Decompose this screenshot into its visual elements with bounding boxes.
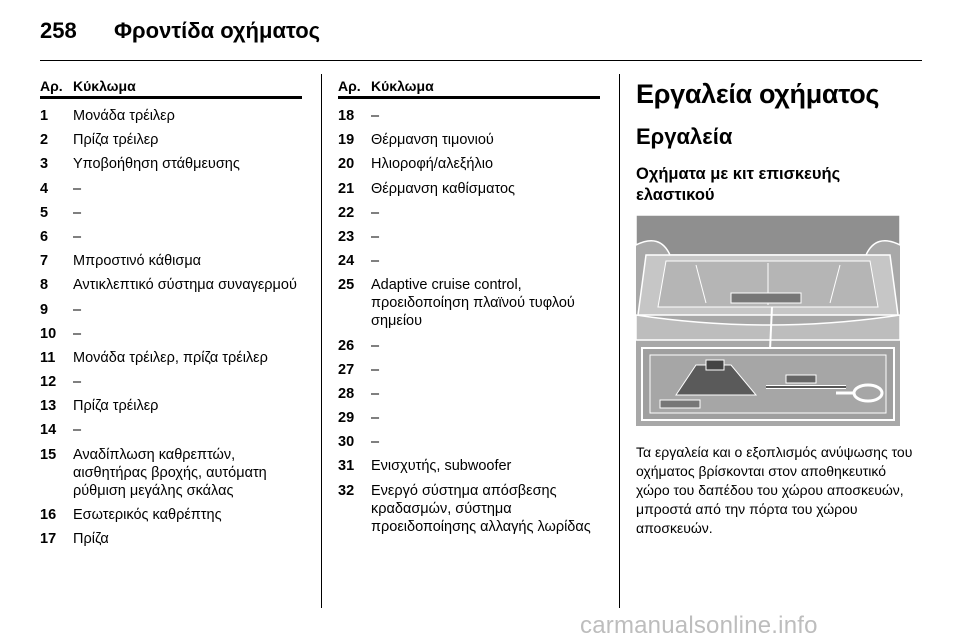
table-header-rule: [40, 96, 302, 99]
table-row: [40, 276, 302, 294]
trunk-tools-drawing: [636, 215, 900, 426]
circuit-name: Αντικλεπτικό σύστημα συναγερμού: [73, 277, 297, 294]
fuse-number: 12: [40, 374, 57, 391]
circuit-name: –: [73, 422, 82, 439]
table-row: [40, 325, 302, 343]
table-row: [338, 433, 600, 451]
fuse-number: 25: [338, 277, 355, 294]
table-row: [338, 107, 600, 125]
fuse-number: 29: [338, 410, 355, 427]
circuit-name: Μονάδα τρέιλερ: [73, 108, 175, 124]
fuse-number: 19: [338, 132, 355, 149]
figure-caption: Τα εργαλεία και ο εξοπλισμός ανύψωσης του οχήματος βρίσκονται στον αποθηκευτικό χώρο του δαπέδου του χώρου αποσκευών, μπροστά από την πόρτα του χώρου αποσκευών.: [636, 444, 913, 536]
fuse-number: 26: [338, 337, 355, 354]
fuse-number: 16: [40, 506, 57, 523]
trunk-tools-illustration: [636, 215, 900, 426]
fuse-number: 24: [338, 253, 355, 270]
table-row: [338, 252, 600, 270]
circuit-name: –: [73, 180, 82, 197]
fuse-number: 28: [338, 385, 355, 402]
fuse-number: 27: [338, 361, 355, 378]
page-header: [40, 18, 320, 44]
table-row: [40, 446, 302, 500]
table-header: [338, 78, 600, 96]
fuse-number: 30: [338, 434, 355, 451]
table-row: [40, 506, 302, 524]
fuse-number: 8: [40, 277, 49, 294]
circuit-name: Θέρμανση καθίσματος: [371, 180, 516, 197]
circuit-name: –: [73, 374, 82, 391]
circuit-name: Ενισχυτής, subwoofer: [371, 458, 512, 475]
circuit-name: Υποβοήθηση στάθμευσης: [73, 156, 240, 173]
fuse-table-right: [338, 78, 600, 542]
circuit-name: Αναδίπλωση καθρεπτών, αισθητήρας βροχής, αυτόματη ρύθμιση μεγάλης σκάλας: [73, 446, 267, 499]
fuse-number: 14: [40, 422, 57, 439]
section-subsubheading: Οχήματα με κιτ επισκευής ελαστικού: [636, 165, 841, 204]
table-row: [40, 349, 302, 367]
circuit-name: Πρίζα: [73, 531, 109, 547]
fuse-number: 31: [338, 458, 355, 475]
circuit-name: –: [73, 325, 82, 342]
circuit-name: –: [371, 434, 380, 451]
table-row: [40, 373, 302, 391]
table-row: [40, 131, 302, 149]
fuse-number: 15: [40, 446, 57, 463]
circuit-name: –: [73, 228, 82, 245]
table-row: [40, 204, 302, 222]
table-row: [338, 228, 600, 246]
circuit-name: Εσωτερικός καθρέπτης: [73, 506, 222, 523]
circuit-name: Πρίζα τρέιλερ: [73, 398, 159, 415]
page-title: Φροντίδα οχήματος: [114, 18, 321, 43]
circuit-name: Θέρμανση τιμονιού: [371, 132, 494, 149]
circuit-name: –: [371, 385, 380, 402]
fuse-number: 3: [40, 156, 49, 173]
circuit-name: –: [371, 337, 380, 354]
section-heading: Εργαλεία οχήματος: [636, 79, 880, 109]
table-header: [40, 78, 302, 96]
table-row: [338, 361, 600, 379]
table-row: [338, 155, 600, 173]
fuse-number: 2: [40, 132, 49, 149]
col-header-circuit: Κύκλωμα: [73, 78, 136, 94]
circuit-name: –: [371, 253, 380, 270]
table-row: [338, 385, 600, 403]
column-divider-1: [321, 74, 322, 608]
circuit-name: Adaptive cruise control, προειδοποίηση πλαϊνού τυφλού σημείου: [371, 277, 575, 330]
table-row: [40, 252, 302, 270]
circuit-name: –: [371, 204, 380, 221]
tools-section: [636, 78, 922, 538]
col-header-number: Αρ.: [338, 78, 361, 94]
table-row: [338, 482, 600, 536]
circuit-name: Ενεργό σύστημα απόσβεσης κραδασμών, σύστημα προειδοποίησης αλλαγής λωρίδας: [371, 482, 591, 535]
fuse-table-left: [40, 78, 302, 554]
table-row: [338, 337, 600, 355]
fuse-number: 6: [40, 228, 49, 245]
circuit-name: –: [73, 204, 82, 221]
col-header-number: Αρ.: [40, 78, 63, 94]
table-body: [40, 107, 302, 548]
table-row: [40, 301, 302, 319]
fuse-number: 10: [40, 325, 57, 342]
table-row: [40, 397, 302, 415]
fuse-number: 1: [40, 108, 49, 124]
fuse-number: 5: [40, 204, 49, 221]
table-row: [338, 457, 600, 475]
table-row: [40, 155, 302, 173]
fuse-number: 32: [338, 482, 355, 499]
table-row: [338, 409, 600, 427]
table-row: [338, 276, 600, 330]
circuit-name: Πρίζα τρέιλερ: [73, 132, 159, 149]
fuse-number: 9: [40, 301, 49, 318]
fuse-number: 4: [40, 180, 49, 197]
fuse-number: 23: [338, 228, 355, 245]
fuse-number: 20: [338, 156, 355, 173]
col-header-circuit: Κύκλωμα: [371, 78, 434, 94]
table-row: [40, 107, 302, 125]
circuit-name: –: [371, 410, 380, 427]
table-row: [40, 421, 302, 439]
header-rule: [40, 60, 922, 61]
circuit-name: –: [73, 301, 82, 318]
fuse-number: 17: [40, 531, 57, 547]
table-body: [338, 107, 600, 536]
column-divider-2: [619, 74, 620, 608]
table-row: [338, 204, 600, 222]
fuse-number: 18: [338, 108, 355, 124]
circuit-name: Μπροστινό κάθισμα: [73, 253, 202, 270]
page-number: 258: [40, 18, 77, 43]
circuit-name: –: [371, 228, 380, 245]
circuit-name: Ηλιοροφή/αλεξήλιο: [371, 156, 494, 173]
fuse-number: 13: [40, 398, 57, 415]
table-header-rule: [338, 96, 600, 99]
watermark: carmanualsonline.info: [580, 612, 818, 639]
circuit-name: –: [371, 108, 380, 124]
fuse-number: 22: [338, 204, 355, 221]
table-row: [40, 530, 302, 548]
table-row: [338, 180, 600, 198]
circuit-name: Μονάδα τρέιλερ, πρίζα τρέιλερ: [73, 349, 268, 366]
circuit-name: –: [371, 361, 380, 378]
section-subheading: Εργαλεία: [636, 124, 733, 149]
fuse-number: 7: [40, 253, 49, 270]
fuse-number: 11: [40, 349, 56, 366]
fuse-number: 21: [338, 180, 355, 197]
table-row: [40, 228, 302, 246]
table-row: [40, 180, 302, 198]
table-row: [338, 131, 600, 149]
